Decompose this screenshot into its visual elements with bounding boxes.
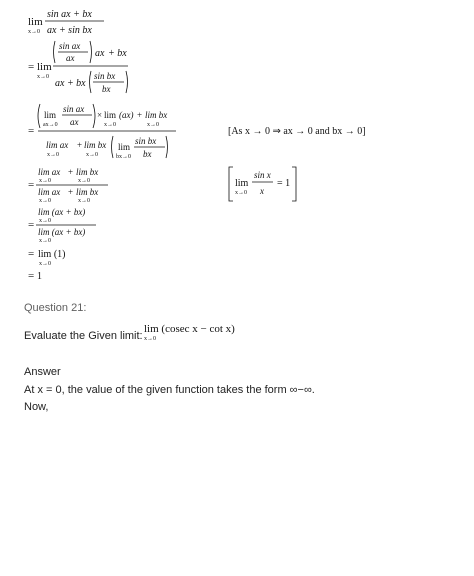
- lim-subscript: x→0: [147, 122, 159, 128]
- lim-label: lim: [118, 142, 131, 152]
- lim-subscript: x→0: [39, 261, 51, 267]
- lim-subscript: x→0: [86, 152, 98, 158]
- lim-term: lim bx: [76, 167, 99, 177]
- condition-note: [As x → 0 ⇒ ax → 0 and bx → 0]: [228, 126, 366, 137]
- right-paren: [126, 71, 128, 93]
- lim-subscript: x→0: [28, 29, 40, 35]
- right-paren: [90, 41, 92, 63]
- inner-fraction-numerator: sin ax: [59, 41, 81, 51]
- lim-term: lim bx: [145, 110, 168, 120]
- lim-term: lim ax: [38, 187, 61, 197]
- fraction-numerator: sin x: [254, 170, 271, 180]
- lim-subscript: x→0: [39, 238, 51, 244]
- denominator-lead: ax + bx: [55, 78, 86, 89]
- lim-subscript: bx→0: [116, 154, 131, 160]
- lim-subscript: x→0: [144, 336, 156, 342]
- equals-sign: =: [28, 179, 35, 191]
- standard-limit-note: [229, 167, 296, 201]
- plus-sign: +: [137, 110, 143, 120]
- lim-term: lim (1): [38, 249, 66, 260]
- step-3: [28, 104, 366, 160]
- step-5: [28, 207, 96, 244]
- lim-subscript: x→0: [47, 152, 59, 158]
- step-2: [28, 41, 128, 94]
- question-heading: Question 21:: [24, 302, 87, 314]
- lim-label: lim: [37, 61, 52, 73]
- left-bracket: [229, 167, 233, 201]
- lim-subscript: x→0: [78, 178, 90, 184]
- right-bracket: [292, 167, 296, 201]
- inner-fraction-numerator: sin bx: [94, 71, 116, 81]
- lim-subscript: x→0: [39, 218, 51, 224]
- left-paren: [38, 104, 40, 128]
- lim-label: lim: [28, 16, 43, 28]
- equals-sign: =: [28, 125, 35, 137]
- step-1: [28, 9, 104, 36]
- lim-subscript: x→0: [39, 178, 51, 184]
- limit-expression: lim (cosec x − cot x): [144, 323, 235, 335]
- inner-fraction-denominator: bx: [143, 149, 152, 159]
- lim-term: lim (ax + bx): [38, 227, 86, 237]
- final-result: 1: [37, 271, 42, 282]
- evaluate-prompt: Evaluate the Given limit:: [24, 330, 143, 342]
- evaluate-expression: [140, 318, 250, 346]
- step-4: [28, 167, 296, 204]
- step-6: [28, 248, 66, 267]
- lim-label: lim: [44, 110, 57, 120]
- right-paren: [166, 136, 168, 158]
- right-paren: [93, 104, 95, 128]
- left-paren: [112, 136, 114, 158]
- lim-subscript: x→0: [78, 198, 90, 204]
- equals-sign: =: [28, 270, 35, 282]
- lim-label: lim: [235, 178, 249, 189]
- inner-fraction-numerator: sin ax: [63, 104, 85, 114]
- now-text: Now,: [24, 401, 49, 413]
- lim-label: lim: [104, 110, 117, 120]
- left-paren: [90, 71, 92, 93]
- answer-label: Answer: [24, 366, 61, 378]
- fraction-denominator: ax + sin bx: [47, 25, 92, 36]
- plus-sign: +: [77, 140, 83, 150]
- equals-sign: =: [28, 219, 35, 231]
- step-7: [28, 270, 42, 282]
- left-paren: [54, 41, 56, 63]
- fraction-numerator: sin ax + bx: [47, 9, 92, 20]
- plus-sign: +: [68, 167, 74, 177]
- lim-term: lim ax: [38, 167, 61, 177]
- fraction-denominator: x: [260, 186, 264, 196]
- lim-subscript: x→0: [235, 190, 247, 196]
- numerator-rest: + bx: [108, 48, 127, 59]
- times-sign: ×: [97, 110, 103, 120]
- lim-subscript: x→0: [37, 74, 49, 80]
- lim-term: lim (ax + bx): [38, 207, 86, 217]
- lim-subscript: ax→0: [43, 122, 58, 128]
- lim-argument: (ax): [119, 110, 134, 120]
- equals-sign: =: [28, 248, 35, 260]
- inner-fraction-denominator: ax: [70, 117, 79, 127]
- lim-term: lim bx: [84, 140, 107, 150]
- lim-subscript: x→0: [104, 122, 116, 128]
- inner-fraction-denominator: bx: [102, 84, 111, 94]
- result-value: = 1: [277, 178, 291, 189]
- multiplier-term: ax: [95, 48, 105, 59]
- lim-subscript: x→0: [39, 198, 51, 204]
- lim-term: lim ax: [46, 140, 69, 150]
- inner-fraction-denominator: ax: [66, 53, 75, 63]
- inner-fraction-numerator: sin bx: [135, 136, 157, 146]
- lim-term: lim bx: [76, 187, 99, 197]
- plus-sign: +: [68, 187, 74, 197]
- answer-text: At x = 0, the value of the given function takes the form ∞−∞.: [24, 384, 315, 396]
- equals-sign: =: [28, 61, 35, 73]
